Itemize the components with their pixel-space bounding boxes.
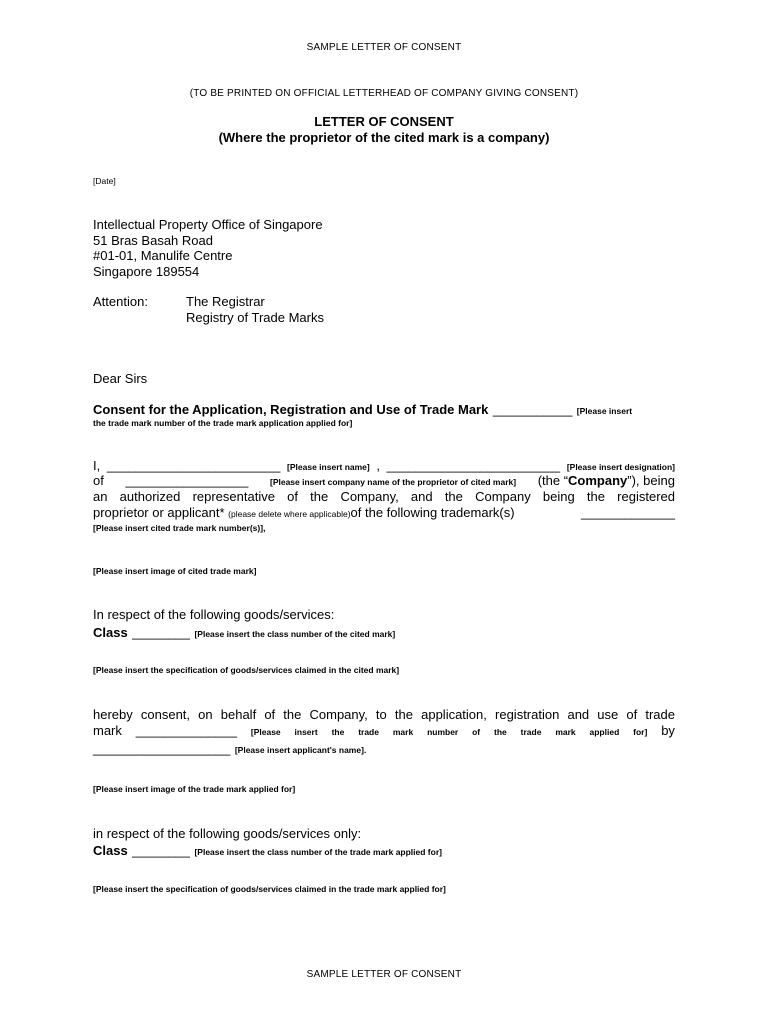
class-note: [Please insert the class number of the cited mark] bbox=[194, 629, 396, 639]
attention-line: Registry of Trade Marks bbox=[186, 309, 324, 325]
para1-of: of bbox=[93, 473, 104, 488]
subject-note: [Please insert bbox=[576, 406, 633, 416]
class-note: [Please insert the class number of the trade mark applied for] bbox=[194, 847, 442, 857]
name-blank: ________________________ bbox=[106, 458, 281, 473]
company-defined-term: (the “Company”), being bbox=[537, 473, 675, 488]
applied-image-note: [Please insert image of the trade mark applied for] bbox=[93, 784, 296, 794]
company-note: [Please insert company name of the proprietor of cited mark] bbox=[269, 477, 517, 487]
goods1-class-line bbox=[93, 624, 395, 642]
cited-mark-note: [Please insert cited trade mark number(s)], bbox=[93, 523, 266, 533]
goods2-intro: in respect of the following goods/services only: bbox=[93, 826, 362, 841]
mark-blank: ______________ bbox=[135, 723, 237, 738]
attention-label: Attention: bbox=[93, 294, 148, 309]
designation-blank: ________________________ bbox=[386, 458, 561, 473]
goods2-spec-note: [Please insert the specification of goods/services claimed in the trade mark applied for] bbox=[93, 884, 446, 894]
date-placeholder: [Date] bbox=[93, 176, 116, 186]
applicant-blank: ___________________ bbox=[93, 741, 231, 756]
address-line: 51 Bras Basah Road bbox=[93, 232, 213, 248]
goods2-class-line bbox=[93, 842, 442, 860]
address-line: #01-01, Manulife Centre bbox=[93, 248, 233, 263]
class-blank: ________ bbox=[132, 625, 190, 640]
para1-i: I, bbox=[93, 458, 101, 473]
subject-note-cont: the trade mark number of the trade mark application applied for] bbox=[93, 418, 353, 428]
page-footer: SAMPLE LETTER OF CONSENT bbox=[306, 969, 462, 980]
attention-line: The Registrar bbox=[186, 294, 265, 309]
class-label: Class bbox=[93, 843, 128, 858]
para1-line1 bbox=[93, 458, 675, 473]
para1-line2 bbox=[93, 473, 675, 488]
applicant-note: [Please insert applicant's name] bbox=[234, 745, 364, 755]
company-blank: _________________ bbox=[125, 473, 249, 488]
class-blank: ________ bbox=[132, 843, 190, 858]
document-subtitle: (Where the proprietor of the cited mark is a company) bbox=[218, 130, 550, 145]
page-header: SAMPLE LETTER OF CONSENT bbox=[306, 42, 462, 53]
document-title: LETTER OF CONSENT bbox=[314, 114, 454, 129]
subject-blank: ___________ bbox=[492, 402, 573, 417]
following-text: of the following trademark(s) bbox=[350, 505, 515, 520]
address-line: Singapore 189554 bbox=[93, 263, 200, 279]
consent-mark: mark bbox=[93, 723, 122, 738]
cited-image-note: [Please insert image of cited trade mark] bbox=[93, 566, 257, 576]
address-line: Intellectual Property Office of Singapore bbox=[93, 217, 323, 232]
subject-heading: Consent for the Application, Registration and Use of Trade Mark bbox=[93, 402, 489, 417]
subject-line bbox=[93, 401, 632, 419]
delete-note: (please delete where applicable) bbox=[228, 509, 351, 519]
para1-line4 bbox=[93, 505, 675, 520]
trademark-blank: _____________ bbox=[581, 505, 675, 520]
consent-line3: ___________________ [Please insert applicant's name]. bbox=[93, 741, 367, 756]
letterhead-note: (TO BE PRINTED ON OFFICIAL LETTERHEAD OF COMPANY GIVING CONSENT) bbox=[189, 88, 579, 99]
consent-line1: hereby consent, on behalf of the Company, to the application, registration and use of trade bbox=[93, 707, 675, 722]
goods1-spec-note: [Please insert the specification of goods/services claimed in the cited mark] bbox=[93, 665, 400, 675]
consent-by: by bbox=[661, 723, 675, 738]
attention-block bbox=[186, 294, 324, 325]
proprietor-text: proprietor or applicant* bbox=[93, 505, 225, 520]
consent-line2: mark ______________ [Please insert the trade mark number of the trade mark applied for] by bbox=[93, 723, 675, 738]
goods1-intro: In respect of the following goods/services: bbox=[93, 607, 335, 622]
class-label: Class bbox=[93, 625, 128, 640]
salutation: Dear Sirs bbox=[93, 371, 148, 386]
name-note: [Please insert name] bbox=[287, 462, 370, 472]
designation-note: [Please insert designation] bbox=[566, 462, 675, 472]
para1-comma: , bbox=[376, 458, 380, 473]
recipient-address bbox=[93, 217, 323, 279]
para1-line3: an authorized representative of the Company, and the Company being the registered bbox=[93, 489, 675, 504]
